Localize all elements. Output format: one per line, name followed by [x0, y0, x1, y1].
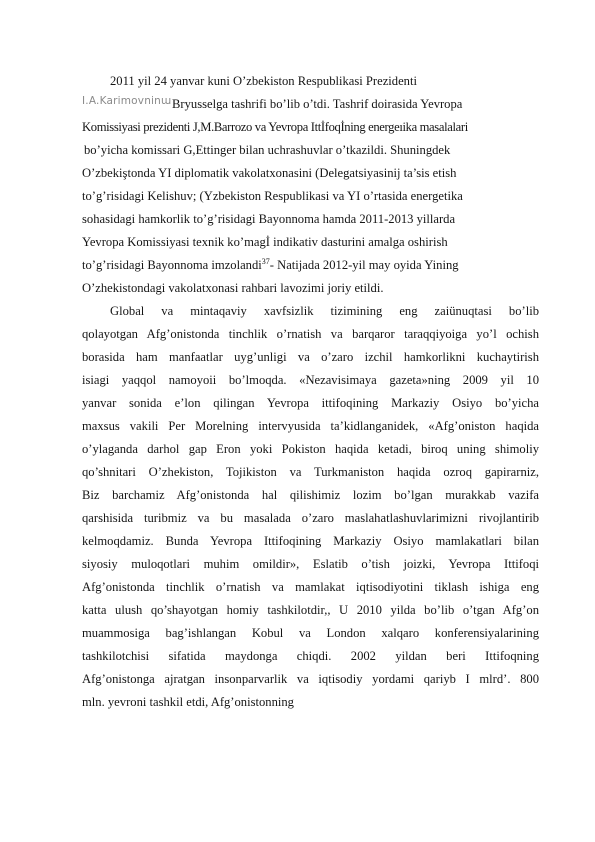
paragraph-1-line-7: sohasidagi hamkorlik to’g’risidagi Bayonnoma hamda 2011-2013 yillarda [82, 212, 456, 226]
paragraph-2-line-4: isiagi yaqqol namoyoii bo’lmoqda. «Nezavisimaya gazeta»ning 2009 yil 10 [82, 373, 539, 387]
paragraph-2-line-14: katta ulush qo’shayotgan homiy tashkilotdir,, U 2010 yilda bo’lib o’tgan Afg’on [82, 603, 539, 617]
paragraph-2-line-17: Afg’onistonga ajratgan insonparvarlik va iqtisodiy yordami qariyb I mlrd’. 800 [82, 672, 539, 686]
paragraph-2-line-15: muammosiga bag’ishlangan Kobul va London xalqaro konferensiyalarining [82, 626, 539, 640]
author-stamp: I.A.Karimovոinա [82, 95, 172, 107]
paragraph-1-line-3: Komissiyasi prezidenti J,M.Barrozo va Yevropa Ittİfoqİning energeıika masalalari [82, 120, 468, 134]
paragraph-2-line-11: kelmoqdamiz. Bunda Yevropa Ittifoqining Markaziy Osiyo mamlakatlari bilan [82, 534, 539, 548]
paragraph-2-line-9: Biz barchamiz Afg’onistonda hal qilishimiz lozim bo’lgan murakkab vazifa [82, 488, 539, 502]
paragraph-2-line-2: qolayotgan Afg’onistonda tinchlik o’rnatish va barqaror taraqqiyoiga yo’l ochish [82, 327, 539, 341]
paragraph-2-line-3: borasida ham manfaatlar uyg’unligi va o’zaro izchil hamkorlikni kuchaytirish [82, 350, 539, 364]
paragraph-2-line-7: o’ylaganda darhol gap Eron yoki Pokiston haqida ketadi, biroq uning shimoliy [82, 442, 539, 456]
paragraph-2-line-16: tashkilotchisi sifatida maydonga chiqdi. 2002 yildan beri Ittifoqning [82, 649, 539, 663]
paragraph-1-line-9 [82, 257, 459, 273]
paragraph-2-line-8: qo’shnitari O’zhekiston, Tojikiston va Turkmaniston haqida ozroq gapirarniz, [82, 465, 539, 479]
line-9-rest: - Natijada 2012-yil may oyida Yining [269, 258, 459, 272]
line-9-text: to’g’risidagi Bayonnoma imzolandi [82, 258, 262, 272]
paragraph-1-line-10: O’zhekistondagi vakolatxonasi rahbari lavozimi joriy etildi. [82, 281, 384, 295]
paragraph-2-line-13: Afg’onistonda tinchlik o’rnatish va mamlakat iqtisodiyotini tiklash ishiga eng [82, 580, 539, 594]
paragraph-2-line-18: mln. yevroni tashkil etdi, Afg’onistonning [82, 695, 294, 709]
paragraph-1-line-2: Bryusselga tashrifi bo’lib o’tdi. Tashrif doirasida Yevropa [172, 97, 463, 111]
paragraph-2-line-12: siyosiy muloqotlari muhim omildir», Eslatib o’tish joizki, Yevropa Ittifoqi [82, 557, 539, 571]
paragraph-1-line-1: 2011 yil 24 yanvar kuni O’zbekiston Respublikasi Prezidenti [110, 74, 417, 88]
paragraph-2-line-1: Global va mintaqaviy xavfsizlik tizimining eng zaiünuqtasi bo’lib [110, 304, 539, 318]
paragraph-1-line-5: O’zbekiştonda YI diplomatik vakolatxonasini (Delegatsiyasinij ta’sis etish [82, 166, 457, 180]
paragraph-2-line-10: qarshisida turibmiz va bu masalada o’zaro maslahatlashuvlarimizni rivojlantirib [82, 511, 539, 525]
paragraph-1-line-4: bo’yicha komissari G,Ettinger bilan uchrashuvlar o’tkazildi. Shuningdek [84, 143, 451, 157]
footnote-ref-37: 37 [261, 256, 270, 266]
paragraph-2-line-6: maxsus vakili Per Morelning intervyusida ta’kidlanganidek, «Afg’oniston haqida [82, 419, 539, 433]
paragraph-1-line-6: to’g’risidagi Kelishuv; (Yzbekiston Respublikasi va YI o’rtasida energetika [82, 189, 463, 203]
paragraph-1-line-8: Yevropa Komissiyasi texnik ko’magİ indikativ dasturini amalga oshirish [82, 235, 448, 249]
paragraph-2-line-5: yanvar sonida e’lon qilingan Yevropa ittifoqining Markaziy Osiyo bo’yicha [82, 396, 539, 410]
